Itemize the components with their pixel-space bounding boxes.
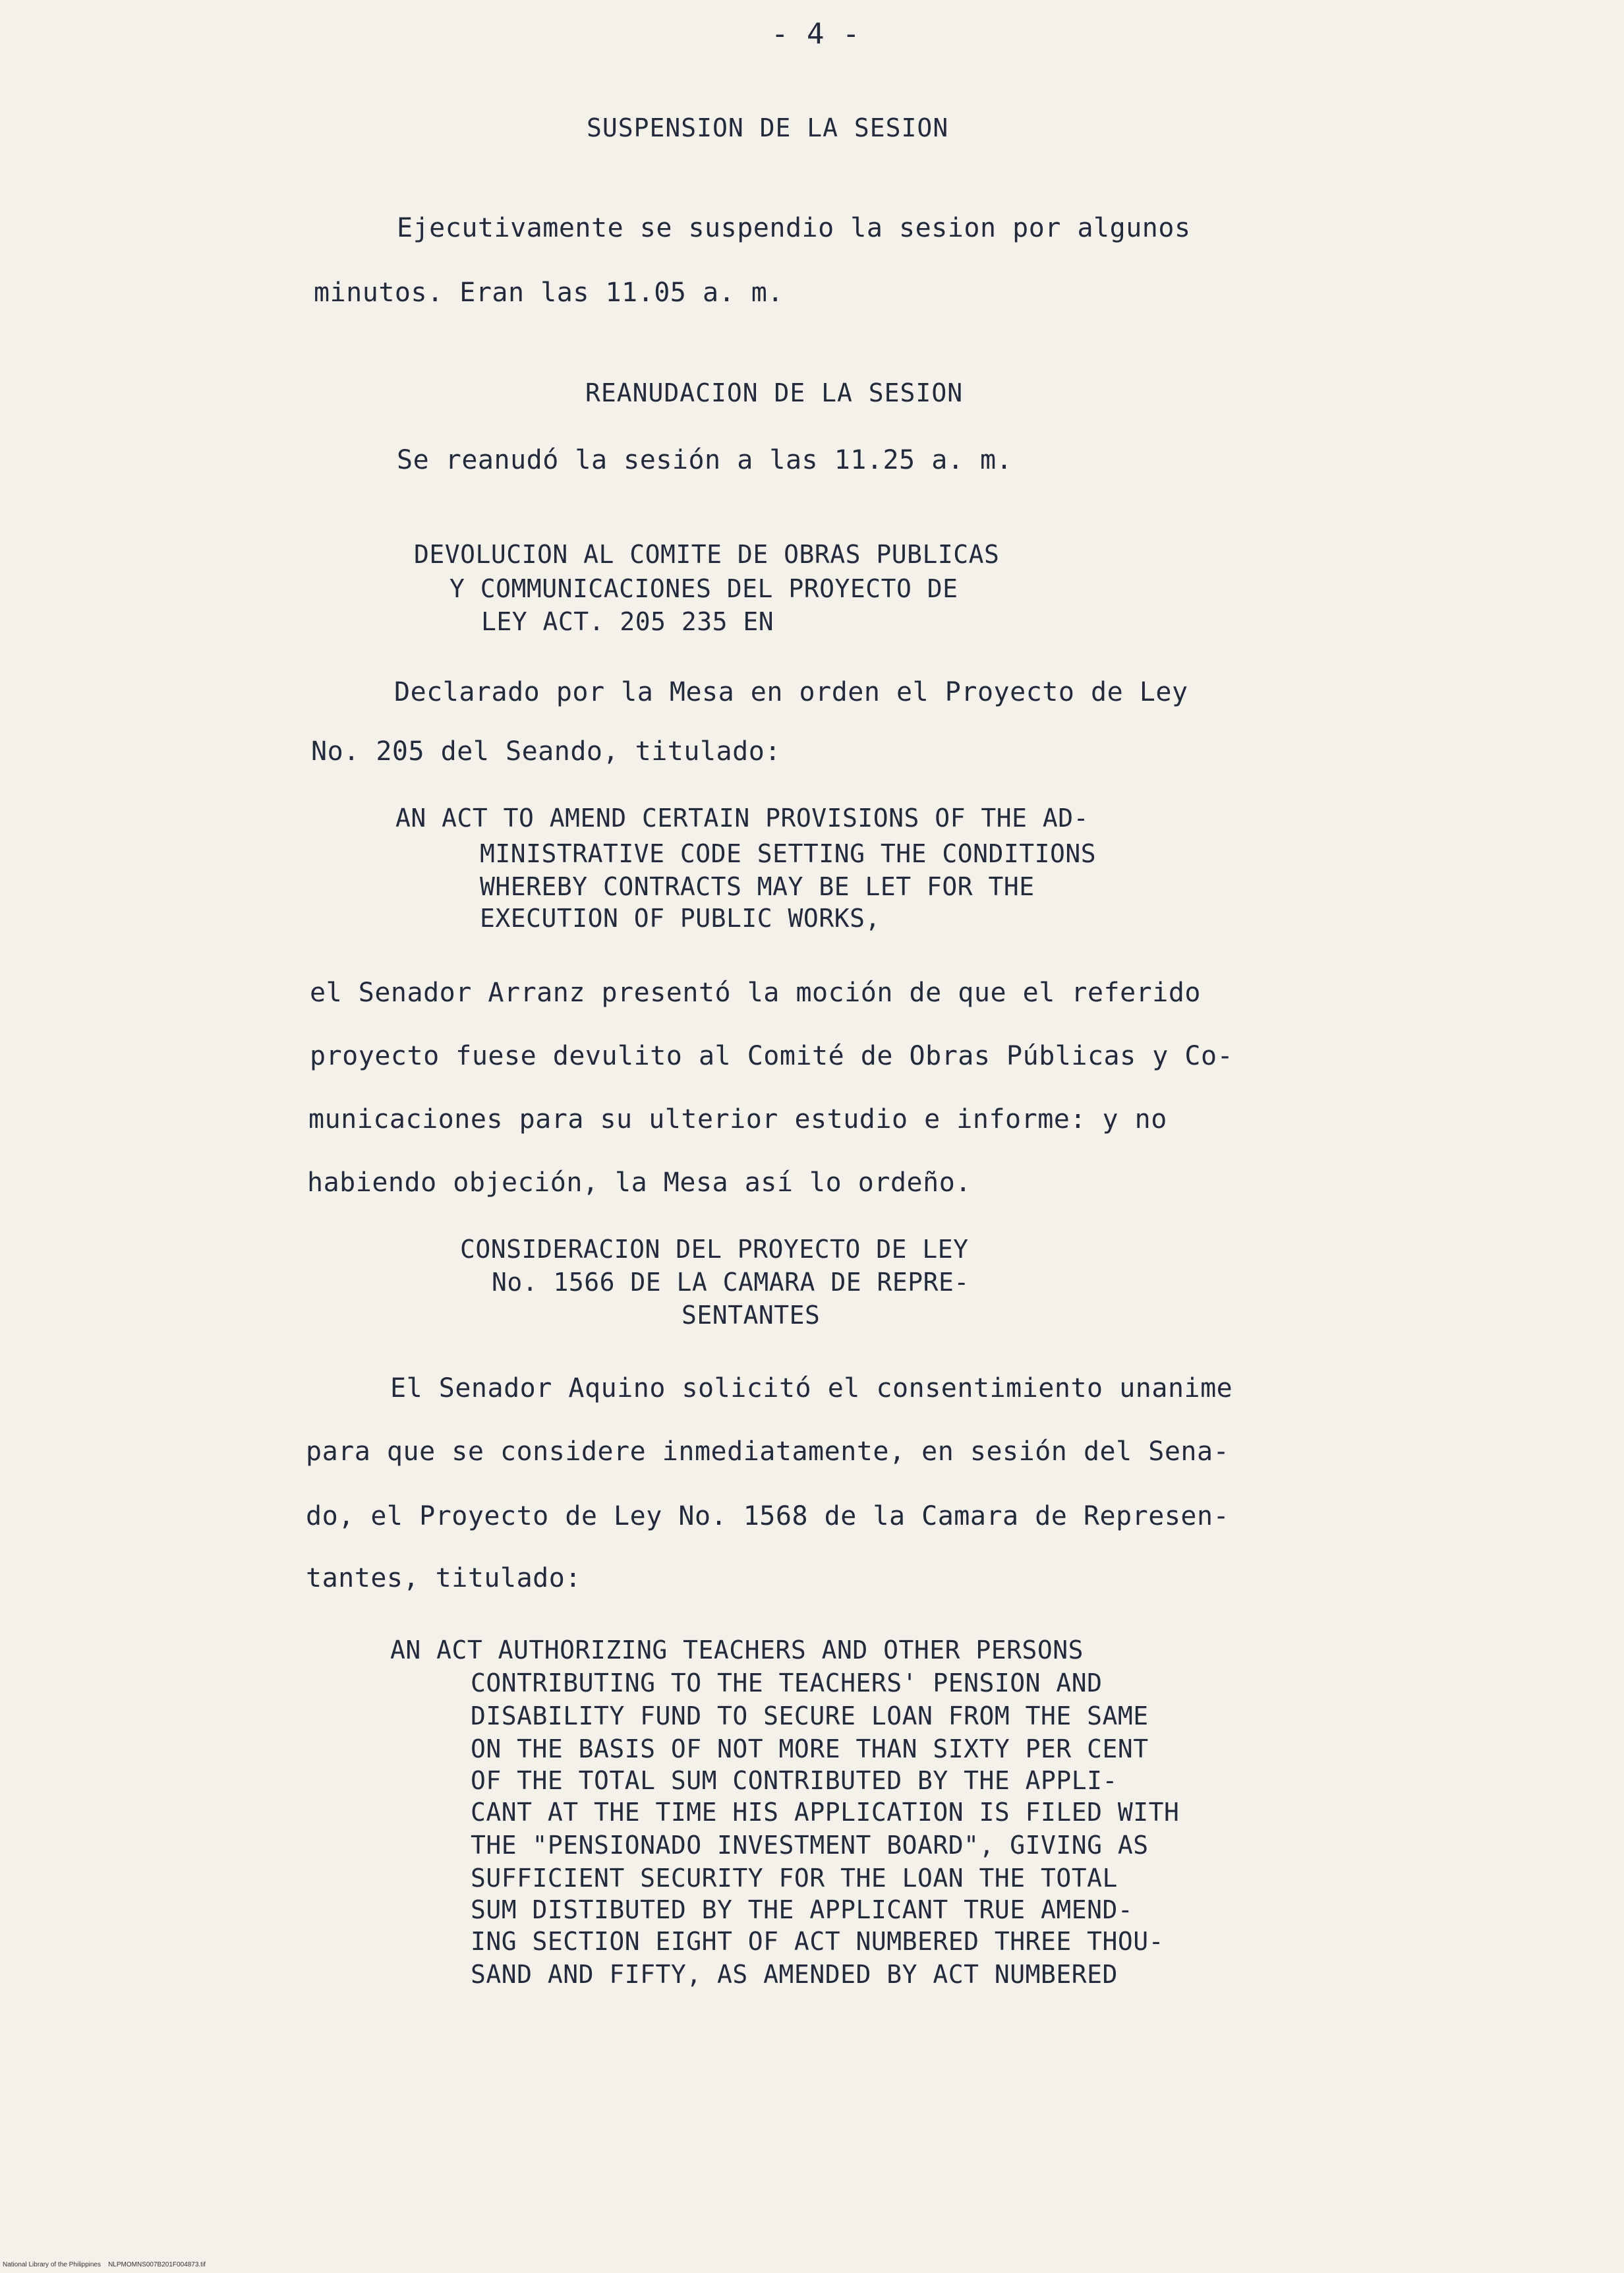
devolution-paragraph-line: Declarado por la Mesa en orden el Proyecto de Ley	[394, 677, 1188, 707]
act-title-line: EXECUTION OF PUBLIC WORKS,	[480, 904, 881, 933]
consideration-heading: No. 1566 DE LA CAMARA DE REPRE-	[492, 1268, 970, 1297]
act-title-line: THE "PENSIONADO INVESTMENT BOARD", GIVING AS	[471, 1831, 1149, 1860]
consideration-paragraph-line: do, el Proyecto de Ley No. 1568 de la Camara de Represen-	[306, 1501, 1230, 1531]
act-title-line: CONTRIBUTING TO THE TEACHERS' PENSION AND	[471, 1668, 1103, 1697]
act-title-line: SUFFICIENT SECURITY FOR THE LOAN THE TOTAL	[471, 1864, 1118, 1893]
devolution-heading: Y COMMUNICACIONES DEL PROYECTO DE	[450, 574, 958, 603]
devolution-heading: LEY ACT. 205 235 EN	[481, 607, 774, 636]
act-title-line: OF THE TOTAL SUM CONTRIBUTED BY THE APPLI-	[471, 1766, 1118, 1795]
act-title-line: CANT AT THE TIME HIS APPLICATION IS FILED WITH	[471, 1798, 1180, 1827]
consideration-paragraph-line: El Senador Aquino solicitó el consentimiento unanime	[390, 1373, 1233, 1403]
suspension-paragraph-line: Ejecutivamente se suspendio la sesion por algunos	[397, 213, 1191, 243]
act-title-line: MINISTRATIVE CODE SETTING THE CONDITIONS	[480, 839, 1097, 868]
act-title-line: SAND AND FIFTY, AS AMENDED BY ACT NUMBERED	[471, 1960, 1118, 1989]
devolution-paragraph-line: proyecto fuese devulito al Comité de Obras Públicas y Co-	[310, 1041, 1234, 1071]
act-title-line: ON THE BASIS OF NOT MORE THAN SIXTY PER CENT	[471, 1734, 1149, 1763]
act-title-line: SUM DISTIBUTED BY THE APPLICANT TRUE AMEND-	[471, 1895, 1134, 1924]
devolution-paragraph-line: No. 205 del Seando, titulado:	[311, 736, 781, 767]
consideration-paragraph-line: tantes, titulado:	[306, 1563, 581, 1593]
consideration-heading: CONSIDERACION DEL PROYECTO DE LEY	[460, 1235, 969, 1264]
suspension-heading: SUSPENSION DE LA SESION	[587, 113, 949, 142]
archive-footer: National Library of the Philippines NLPMOMNS007B201F004873.tif	[3, 2261, 206, 2268]
resumption-heading: REANUDACION DE LA SESION	[585, 378, 964, 407]
resumption-paragraph-line: Se reanudó la sesión a las 11.25 a. m.	[397, 445, 1013, 475]
act-title-line: AN ACT TO AMEND CERTAIN PROVISIONS OF THE AD-	[395, 804, 1089, 833]
consideration-heading: SENTANTES	[682, 1301, 821, 1330]
devolution-heading: DEVOLUCION AL COMITE DE OBRAS PUBLICAS	[414, 540, 1000, 569]
suspension-paragraph-line: minutos. Eran las 11.05 a. m.	[314, 278, 784, 308]
devolution-paragraph-line: habiendo objeción, la Mesa así lo ordeño.	[307, 1167, 972, 1198]
act-title-line: WHEREBY CONTRACTS MAY BE LET FOR THE	[480, 872, 1035, 901]
consideration-paragraph-line: para que se considere inmediatamente, en sesión del Sena-	[306, 1436, 1230, 1467]
act-title-line: ING SECTION EIGHT OF ACT NUMBERED THREE THOU-	[471, 1927, 1165, 1956]
devolution-paragraph-line: municaciones para su ulterior estudio e informe: y no	[308, 1104, 1167, 1135]
devolution-paragraph-line: el Senador Arranz presentó la moción de que el referido	[310, 978, 1202, 1008]
act-title-line: AN ACT AUTHORIZING TEACHERS AND OTHER PERSONS	[390, 1636, 1084, 1665]
act-title-line: DISABILITY FUND TO SECURE LOAN FROM THE SAME	[471, 1701, 1149, 1730]
page-number: - 4 -	[771, 17, 860, 51]
